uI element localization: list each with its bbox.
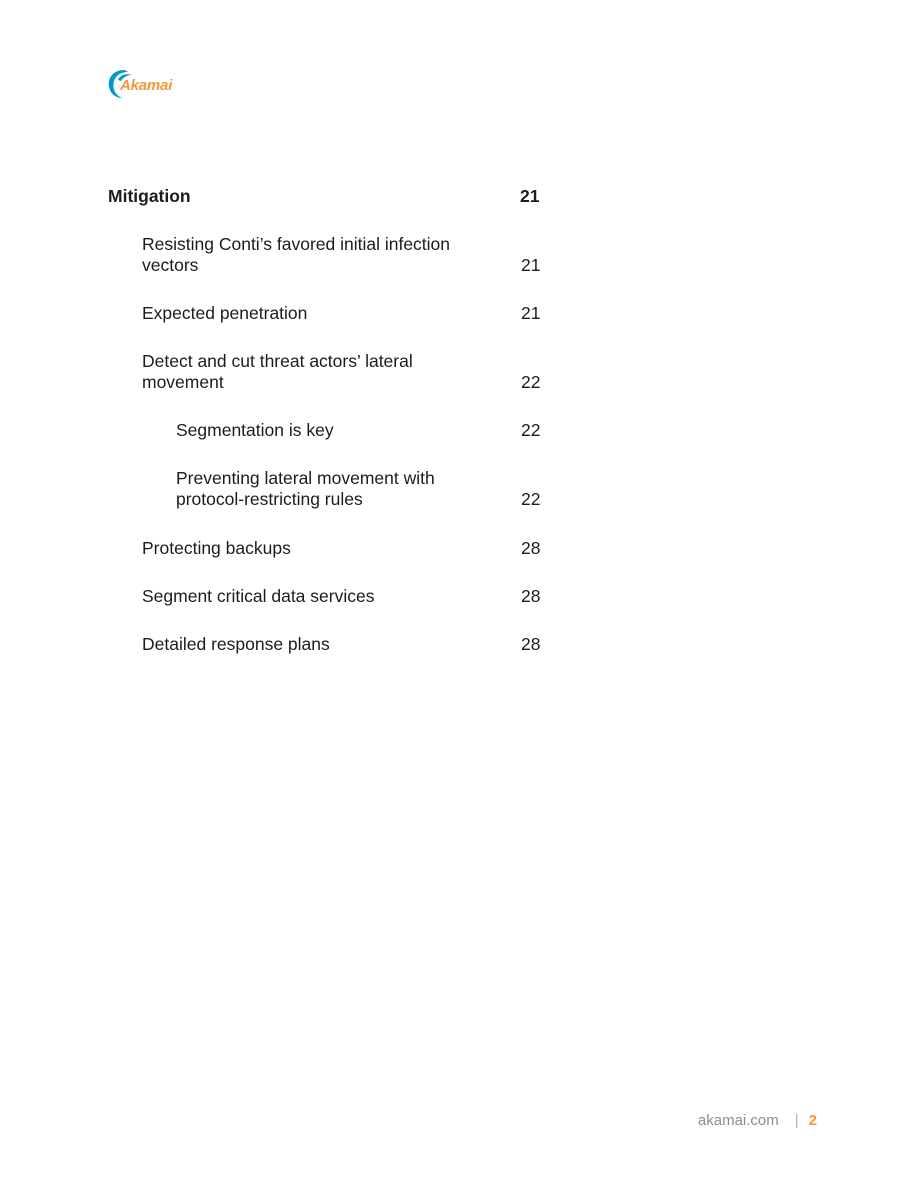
toc-entry-label-line1: Preventing lateral movement with bbox=[176, 468, 435, 488]
toc-entry-protocol-restricting-rules[interactable] bbox=[176, 468, 552, 512]
toc-entry-page: 28 bbox=[521, 538, 541, 558]
toc-entry-page: 22 bbox=[521, 372, 541, 392]
toc-entry-mitigation[interactable] bbox=[108, 186, 548, 208]
toc-entry-label: Segmentation is key bbox=[176, 420, 334, 440]
footer-page-number: 2 bbox=[808, 1112, 817, 1129]
toc-entry-page: 28 bbox=[521, 634, 541, 654]
toc-entry-label: Mitigation bbox=[108, 186, 191, 206]
toc-entry-label-line1: Detect and cut threat actors’ lateral bbox=[142, 351, 413, 371]
toc-entry-segment-critical-data[interactable] bbox=[142, 586, 552, 608]
toc-entry-label-line2: movement bbox=[142, 372, 224, 392]
toc-entry-page: 22 bbox=[521, 420, 541, 440]
toc-entry-initial-infection-vectors[interactable] bbox=[142, 234, 552, 278]
toc-entry-detailed-response-plans[interactable] bbox=[142, 634, 552, 656]
toc-entry-label: Expected penetration bbox=[142, 303, 308, 323]
toc-entry-label: Detailed response plans bbox=[142, 634, 330, 654]
toc-entry-lateral-movement[interactable] bbox=[142, 351, 552, 395]
toc-entry-expected-penetration[interactable] bbox=[142, 303, 552, 325]
footer-site-link[interactable]: akamai.com bbox=[697, 1112, 779, 1129]
toc-entry-page: 22 bbox=[521, 489, 541, 509]
akamai-logo bbox=[104, 66, 184, 100]
toc-entry-protecting-backups[interactable] bbox=[142, 538, 552, 560]
toc-entry-label-line1: Resisting Conti’s favored initial infection bbox=[142, 234, 451, 254]
toc-entry-page: 21 bbox=[521, 303, 541, 323]
toc-entry-page: 21 bbox=[521, 255, 541, 275]
toc-entry-label: Segment critical data services bbox=[142, 586, 375, 606]
page-footer bbox=[698, 1112, 817, 1129]
toc-entry-page: 28 bbox=[521, 586, 541, 606]
toc-entry-page: 21 bbox=[520, 186, 540, 206]
footer-separator: | bbox=[794, 1112, 799, 1129]
toc-entry-label-line2: vectors bbox=[142, 255, 199, 275]
toc-entry-label: Protecting backups bbox=[142, 538, 291, 558]
toc-entry-label-line2: protocol-restricting rules bbox=[176, 489, 363, 509]
toc-entry-segmentation-is-key[interactable] bbox=[176, 420, 552, 442]
logo-wordmark: Akamai bbox=[120, 77, 173, 94]
